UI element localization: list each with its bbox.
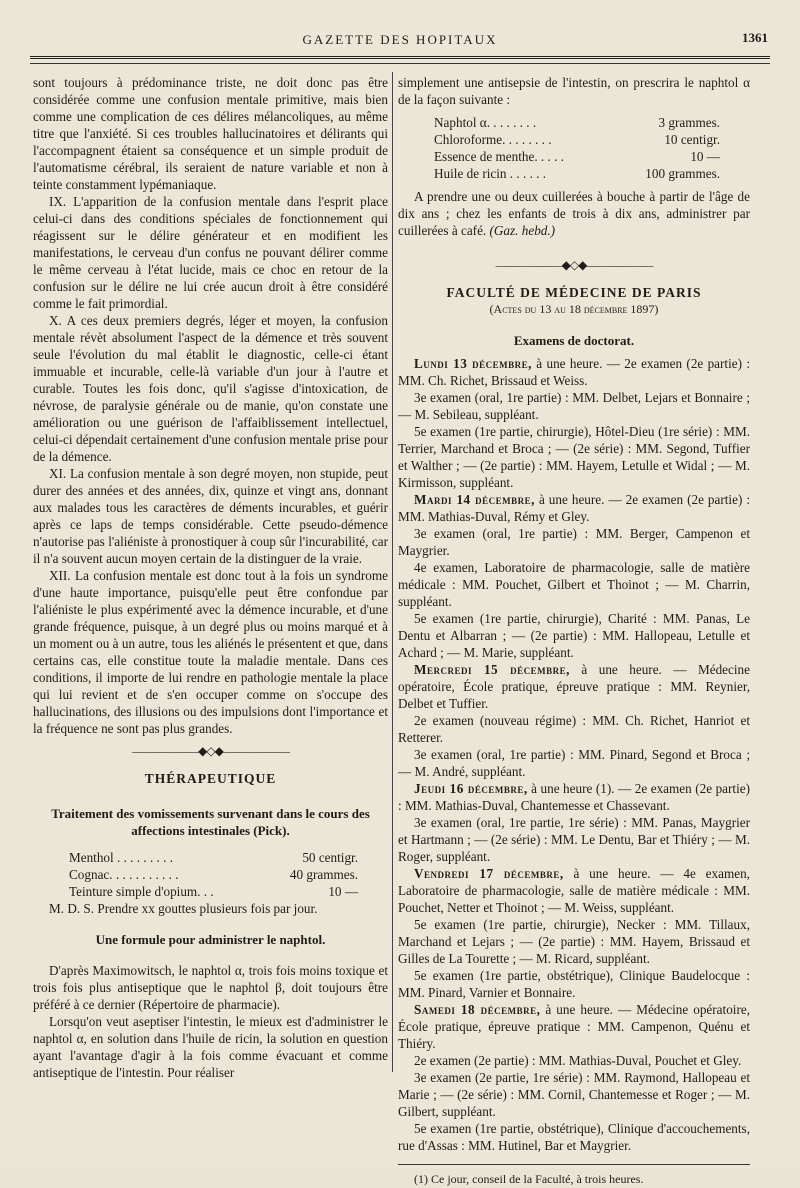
section-title-faculte: FACULTÉ DE MÉDECINE DE PARIS	[446, 285, 702, 300]
recipe-list	[33, 849, 388, 900]
exam-entries	[398, 355, 750, 1154]
paragraph: sont toujours à prédominance triste, ne doit donc pas être considérée comme une confusion mentale primitive, mais bien comme une complication de ces délires mélancoliques, au même titre que l'anxiété. Si ces troubles hallucinatoires et délirants qui l'accompagnent étaient sa conséquence et un simple produit de l'automatisme cérébral, ils seraient de nature variable et non à teinte constamment lypémaniaque.	[33, 75, 388, 192]
exam-text: 3e examen (oral, 1re partie) : MM. Delbet, Lejars et Bonnaire ; — M. Sebileau, suppléant.	[398, 390, 750, 422]
column-divider	[392, 72, 393, 1072]
paragraph: D'après Maximowitsch, le naphtol α, trois fois moins toxique et trois fois plus antiseptique que le naphtol β, doit toujours être préféré à ce dernier (Répertoire de pharmacie).	[33, 963, 388, 1012]
recipe-line: Cognac. . . . . . . . . . . 40 grammes.	[69, 867, 358, 882]
exam-text: à une heure. — 4e examen, Laboratoire de pharmacologie, salle de matière médicale : MM. Pouchet, Netter et Thoinot ; — M. Weiss, suppléant.	[398, 866, 750, 915]
exam-entry	[398, 712, 750, 746]
exam-entry	[398, 389, 750, 423]
recipe-list	[398, 114, 750, 182]
paragraph: XII. La confusion mentale est donc tout à la fois un syndrome d'une haute importance, puisqu'elle peut être confondue par l'aliéniste le plus expérimenté avec la démence incurable, et d'une grande fréquence, puisque, à un degré plus ou moins marqué et à un moment ou à un autre, tous les aliénés le présentent et que, dans certains cas, elle constitue toute la maladie mentale. Dans ces conditions, il importe de lui rendre en pathologie mentale la place qui lui revient et de s'en occuper comme on s'occupe des hallucinations, des illusions ou des impulsions dont l'importance et la fréquence ne sont pas plus grandes.	[33, 568, 388, 736]
recipe-line: Naphtol α. . . . . . . . 3 grammes.	[434, 115, 720, 130]
exam-day: Lundi 13 décembre,	[414, 356, 532, 371]
exam-day: Samedi 18 décembre,	[414, 1002, 541, 1017]
exam-entry	[398, 1069, 750, 1120]
section-ornament: ——————◆◇◆——————	[132, 744, 289, 758]
exam-entry	[398, 916, 750, 967]
paragraph: Lorsqu'on veut aseptiser l'intestin, le mieux est d'administrer le naphtol α, en solution dans l'huile de ricin, la solution en question ayant l'avantage d'agir à la fois comme évacuant et comme antiseptique de l'intestin. Pour réaliser	[33, 1014, 388, 1080]
article-title-vomissements: Traitement des vomissements survenant dans le cours des affections intestinales (Pick).	[51, 806, 370, 838]
source-citation: (Gaz. hebd.)	[489, 223, 556, 238]
exam-entry	[398, 746, 750, 780]
paragraph: simplement une antisepsie de l'intestin, on prescrira le naphtol α de la façon suivante :	[398, 75, 750, 107]
exam-entry	[398, 423, 750, 491]
exam-text: 3e examen (oral, 1re partie) : MM. Berger, Campenon et Maygrier.	[398, 526, 750, 558]
right-column	[398, 74, 750, 1188]
footnote-rule	[398, 1164, 750, 1165]
exam-day-entry	[398, 355, 750, 389]
exam-day: Mardi 14 décembre,	[414, 492, 535, 507]
exam-entry	[398, 610, 750, 661]
exam-entry	[398, 1052, 750, 1069]
exam-text: 4e examen, Laboratoire de pharmacologie, salle de matière médicale : MM. Pouchet, Gilbert et Thoinot ; — M. Charrin, suppléant.	[398, 560, 750, 609]
exam-text: 5e examen (1re partie, chirurgie), Hôtel-Dieu (1re série) : MM. Terrier, Marchand et Broca ; — (2e série) : MM. Segond, Tuffier et Walther ; — (2e partie) : MM. Hayem, Letulle et Widal ; — M. Kirmisson, suppléant.	[398, 424, 750, 490]
exam-text: à une heure. — Médecine opératoire, École pratique, épreuve pratique : MM. Campenon, Quénu et Thiéry.	[398, 1002, 750, 1051]
running-title: GAZETTE DES HOPITAUX	[302, 32, 498, 47]
exam-entry	[398, 525, 750, 559]
page-header	[30, 28, 770, 68]
section-subtitle: (Actes du 13 au 18 décembre 1897)	[489, 302, 659, 316]
recipe-line: Teinture simple d'opium. . . 10 —	[69, 884, 358, 899]
recipe-line: Menthol . . . . . . . . . 50 centigr.	[69, 850, 358, 865]
article-title-naphtol: Une formule pour administrer le naphtol.	[95, 932, 326, 947]
header-rule	[30, 56, 770, 59]
paragraph: XI. La confusion mentale à son degré moyen, non stupide, peut durer des années et des années, dix, quinze et vingt ans, donnant aux malades tous les caractères de déments incurables, et guérir après ce laps de temps considérable. Cette pseudo-démence n'autorise pas l'aliéniste à pronostiquer à coup sûr l'incurabilité, car il n'a souvent aucun moyen certain de la distinguer de la vraie.	[33, 466, 388, 566]
exam-day-entry	[398, 1001, 750, 1052]
exam-entry	[398, 814, 750, 865]
exam-text: 5e examen (1re partie, obstétrique), Clinique d'accouchements, rue d'Assas : MM. Hutinel, Bar et Maygrier.	[398, 1121, 750, 1153]
exam-text: 5e examen (1re partie, chirurgie), Charité : MM. Panas, Le Dentu et Albarran ; — (2e partie) : MM. Hallopeau, Letulle et Achard ; — M. Marie, suppléant.	[398, 611, 750, 660]
recipe-line: Essence de menthe. . . . . 10 —	[434, 149, 720, 164]
left-column	[33, 74, 388, 1081]
exam-text: 3e examen (oral, 1re partie, 1re série) : MM. Panas, Maygrier et Hartmann ; — (2e série) : MM. Le Dentu, Bar et Thiéry ; — M. Roger, suppléant.	[398, 815, 750, 864]
exam-text: 2e examen (nouveau régime) : MM. Ch. Richet, Hanriot et Retterer.	[398, 713, 750, 745]
paragraph: X. A ces deux premiers degrés, léger et moyen, la confusion mentale révèt absolument l'aspect de la démence et très souvent seule l'évolution du mal établit le diagnostic, celle-ci étant immuable et incurable, celle-là variable d'un jour à l'autre et curable. Toutes les fois donc, qu'il s'agisse d'intoxication, de névrose, de paralysie générale ou de manie, qu'on constate une amélioration ou une guérison de l'affaiblissement intellectuel, celui-ci dépendait certainement d'une confusion mentale prise pour de la démence.	[33, 313, 388, 464]
recipe-line: Huile de ricin . . . . . . 100 grammes.	[434, 166, 720, 181]
exam-day-entry	[398, 491, 750, 525]
exam-text: à une heure. — 2e examen (2e partie) : MM. Mathias-Duval, Rémy et Gley.	[398, 492, 751, 524]
exam-day-entry	[398, 780, 750, 814]
exam-text: à une heure. — 2e examen (2e partie) : MM. Ch. Richet, Brissaud et Weiss.	[398, 356, 751, 388]
paragraph: IX. L'apparition de la confusion mentale dans l'esprit place celui-ci dans des conditions spéciales de fonctionnement qui réagissent sur le délire générateur et en modifient les manifestations, le cerveau d'un confus ne pouvant délirer comme le même cerveau à l'état lucide, mais ce choc en retour de la confusion sur le délire ne lui crée aucun droit à être considéré comme le fait primordial.	[33, 194, 388, 311]
exam-day: Mercredi 15 décembre,	[414, 662, 570, 677]
recipe-note: M. D. S. Prendre xx gouttes plusieurs fois par jour.	[49, 901, 318, 916]
exam-text: à une heure (1). — 2e examen (2e partie) : MM. Mathias-Duval, Chantemesse et Chassevant.	[398, 781, 750, 813]
exam-text: 2e examen (2e partie) : MM. Mathias-Duval, Pouchet et Gley.	[414, 1053, 742, 1068]
exam-text: 5e examen (1re partie, obstétrique), Clinique Baudelocque : MM. Pinard, Varnier et Bonnaire.	[398, 968, 750, 1000]
section-title-therapeutique: THÉRAPEUTIQUE	[144, 771, 277, 786]
exam-day: Vendredi 17 décembre,	[414, 866, 564, 881]
exam-day: Jeudi 16 décembre,	[414, 781, 528, 796]
footnote: (1) Ce jour, conseil de la Faculté, à trois heures.	[414, 1172, 644, 1186]
page-number: 1361	[742, 30, 768, 45]
exam-text: 5e examen (1re partie, chirurgie), Necker : MM. Tillaux, Marchand et Lejars ; — (2e partie) : MM. Hayem, Brissaud et Gilles de La Tourette ; — M. Ricard, suppléant.	[398, 917, 750, 966]
exam-day-entry	[398, 661, 750, 712]
exam-day-entry	[398, 865, 750, 916]
exams-title: Examens de doctorat.	[513, 333, 635, 348]
exam-text: 3e examen (2e partie, 1re série) : MM. Raymond, Hallopeau et Marie ; — (2e série) : MM. Cornil, Chantemesse et Roger ; — M. Gilbert, suppléant.	[398, 1070, 750, 1119]
exam-text: à une heure. — Médecine opératoire, École pratique, épreuve pratique : MM. Reynier, Delbet et Tuffier.	[398, 662, 750, 711]
exam-entry	[398, 559, 750, 610]
header-rule-thin	[30, 63, 770, 64]
exam-entry	[398, 1120, 750, 1154]
exam-text: 3e examen (oral, 1re partie) : MM. Pinard, Segond et Broca ; — M. André, suppléant.	[398, 747, 750, 779]
recipe-line: Chloroforme. . . . . . . . 10 centigr.	[434, 132, 720, 147]
section-ornament: ——————◆◇◆——————	[495, 258, 653, 272]
exam-entry	[398, 967, 750, 1001]
paragraph: A prendre une ou deux cuillerées à bouche à partir de l'âge de dix ans ; chez les enfants de trois à dix ans, administrer par cuillerées à café. (Gaz. hebd.)	[398, 189, 750, 238]
